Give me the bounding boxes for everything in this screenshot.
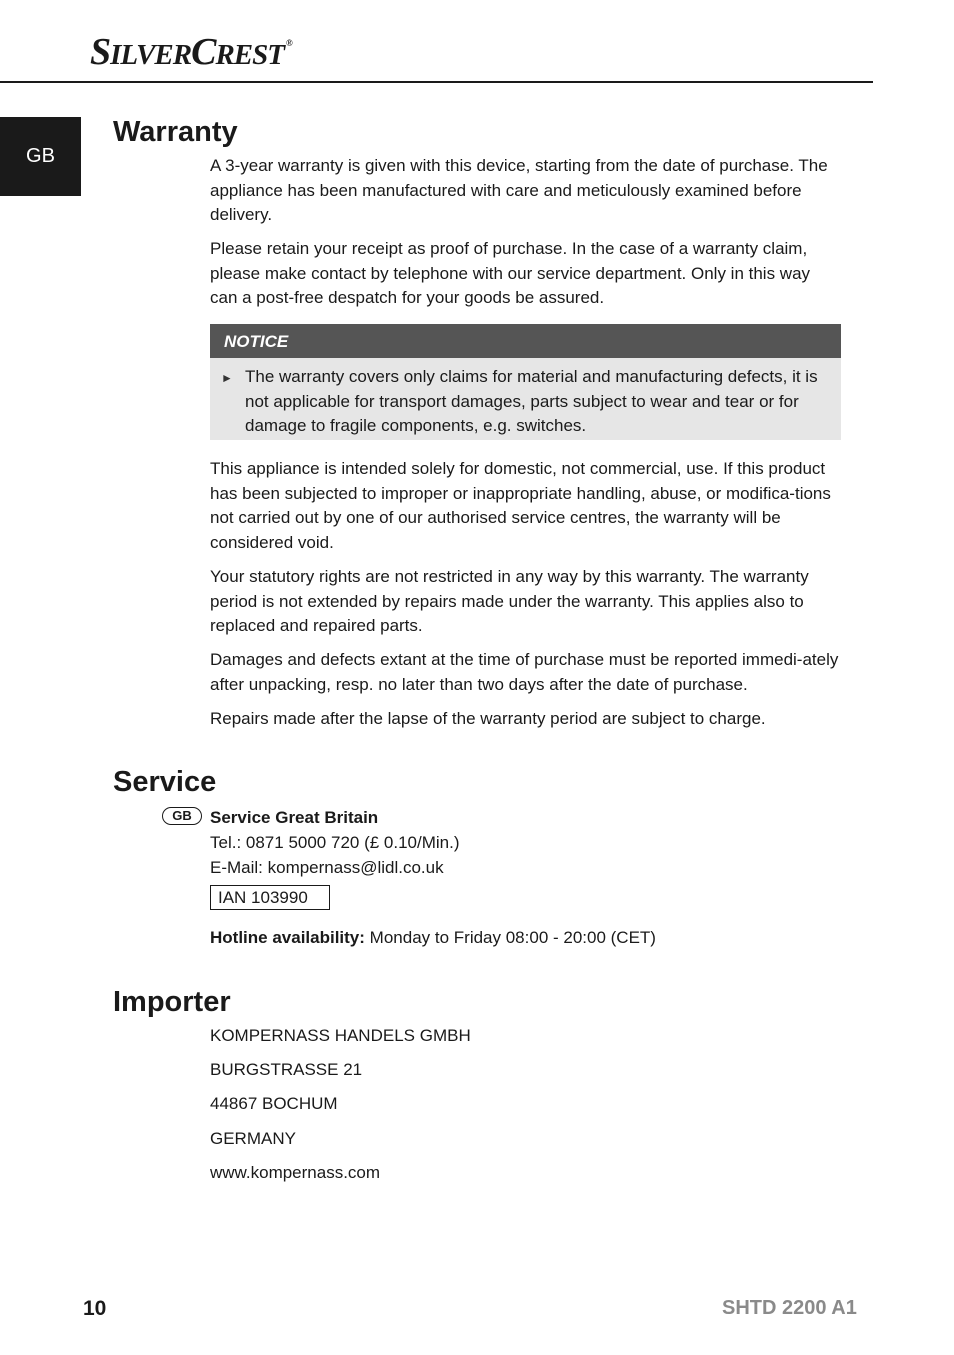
brand-logo: SILVERCREST ® <box>90 31 292 73</box>
page-number: 10 <box>83 1297 107 1320</box>
model-number: SHTD 2200 A1 <box>722 1297 857 1319</box>
importer-street: BURGSTRASSE 21 <box>210 1060 363 1079</box>
bullet-arrow-icon: ► <box>221 371 233 385</box>
importer-city: 44867 BOCHUM <box>210 1094 338 1113</box>
warranty-paragraph-2: Please retain your receipt as proof of purchase. In the case of a warranty claim, please make contact by telephone with our service department. Only in this way can a post-free despatch for your goods be assured. <box>210 239 811 308</box>
importer-website: www.kompernass.com <box>210 1163 381 1182</box>
importer-country: GERMANY <box>210 1129 296 1148</box>
gb-country-badge: GB <box>162 807 202 825</box>
warranty-heading: Warranty <box>113 116 238 148</box>
service-name: Service Great Britain <box>210 808 379 827</box>
hotline-availability: Hotline availability: Monday to Friday 08:00 - 20:00 (CET) <box>210 928 656 947</box>
warranty-paragraph-3: This appliance is intended solely for domestic, not commercial, use. If this product has been subjected to improper or inappropriate handling, abuse, or modifica-tions not carried out by one of our authorised service centres, the warranty will be considered void. <box>210 459 831 553</box>
service-heading: Service <box>113 766 217 798</box>
header-divider <box>0 81 873 83</box>
importer-company: KOMPERNASS HANDELS GMBH <box>210 1026 471 1045</box>
warranty-paragraph-6: Repairs made after the lapse of the warranty period are subject to charge. <box>210 709 766 728</box>
service-email: E-Mail: kompernass@lidl.co.uk <box>210 858 444 877</box>
service-telephone: Tel.: 0871 5000 720 (£ 0.10/Min.) <box>210 833 460 852</box>
warranty-paragraph-5: Damages and defects extant at the time of purchase must be reported immedi-ately after unpacking, resp. no later than two days after the date of purchase. <box>210 650 839 694</box>
warranty-paragraph-4: Your statutory rights are not restricted in any way by this warranty. The warranty period is not extended by repairs made under the warranty. This applies also to replaced and repaired parts. <box>210 567 809 636</box>
ian-number: IAN 103990 <box>210 885 330 910</box>
notice-text: The warranty covers only claims for material and manufacturing defects, it is not applicable for transport damages, parts subject to wear and tear or for damage to fragile components, e.g. switches. <box>245 367 818 436</box>
language-tab: GB <box>0 117 81 196</box>
notice-box <box>210 324 841 440</box>
warranty-paragraph-1: A 3-year warranty is given with this device, starting from the date of purchase. The appliance has been manufactured with care and meticulously examined before delivery. <box>210 156 828 225</box>
notice-title: NOTICE <box>210 324 841 358</box>
importer-heading: Importer <box>113 986 231 1018</box>
